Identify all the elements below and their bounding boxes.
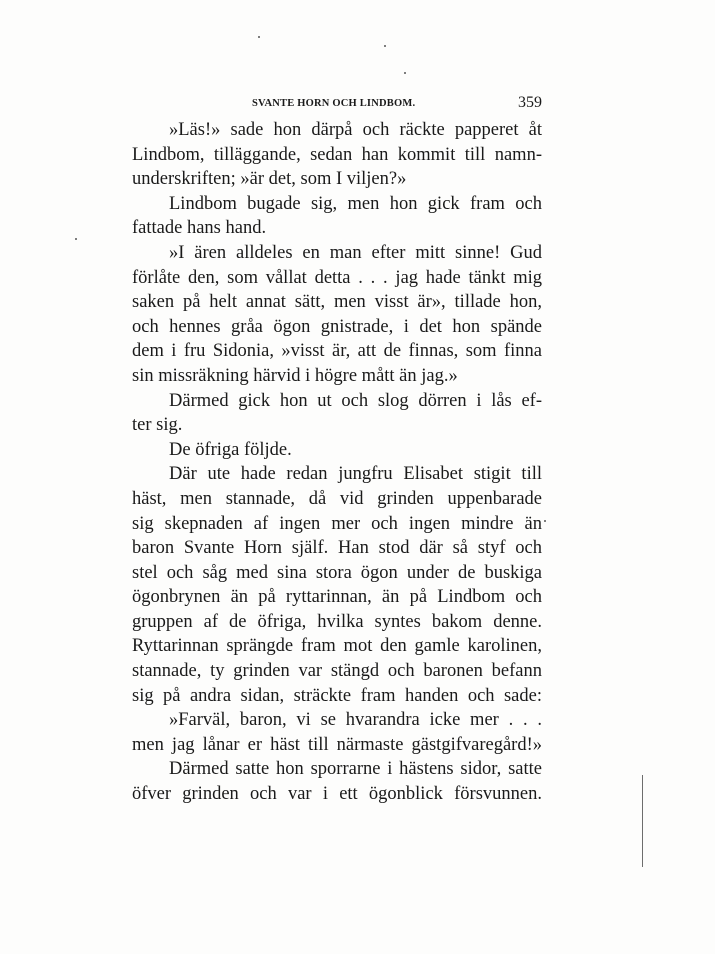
- text-line: Ryttarinnan sprängde fram mot den gamle karolinen,: [132, 636, 542, 657]
- text-line: underskriften; »är det, som I viljen?»: [132, 169, 407, 190]
- text-line: baron Svante Horn själf. Han stod där så styf och: [132, 538, 542, 559]
- text-line: Lindbom, tilläggande, sedan han kommit till namn-: [132, 144, 542, 165]
- text-line: och hennes gråa ögon gnistrade, i det hon spände: [132, 316, 542, 337]
- print-speck: [404, 72, 406, 74]
- print-speck: [384, 45, 386, 47]
- text-line: Där ute hade redan jungfru Elisabet stigit till: [169, 464, 542, 485]
- text-line: ögonbrynen än på ryttarinnan, än på Lindbom och: [132, 587, 542, 608]
- text-line: stel och såg med sina stora ögon under de buskiga: [132, 562, 542, 583]
- text-line: De öfriga följde.: [169, 439, 292, 460]
- running-header: [132, 94, 542, 118]
- running-title: SVANTE HORN OCH LINDBOM.: [252, 98, 416, 109]
- text-line: Därmed satte hon sporrarne i hästens sidor, satte: [169, 759, 542, 780]
- print-speck: [75, 238, 77, 240]
- text-line: »Läs!» sade hon därpå och räckte papperet åt: [169, 120, 542, 140]
- print-speck: [544, 520, 546, 522]
- text-line: stannade, ty grinden var stängd och baronen befann: [132, 661, 542, 682]
- text-line: häst, men stannade, då vid grinden uppenbarade: [132, 488, 542, 509]
- text-line: gruppen af de öfriga, hvilka syntes bakom denne.: [132, 611, 542, 632]
- page-number: 359: [518, 94, 542, 111]
- text-line: »I ären alldeles en man efter mitt sinne! Gud: [169, 242, 542, 263]
- text-line: ter sig.: [132, 415, 183, 436]
- text-line: Lindbom bugade sig, men hon gick fram och: [169, 193, 542, 214]
- text-line: sig skepnaden af ingen mer och ingen mindre än: [132, 513, 542, 534]
- body-text: [132, 118, 542, 807]
- text-line: Därmed gick hon ut och slog dörren i lås ef-: [169, 390, 542, 411]
- margin-rule: [642, 775, 643, 867]
- text-line: saken på helt annat sätt, men visst är», tillade hon,: [132, 292, 542, 313]
- text-line: fattade hans hand.: [132, 218, 267, 239]
- text-line: men jag lånar er häst till närmaste gästgifvaregård!»: [132, 734, 542, 755]
- text-line: sig på andra sidan, sträckte fram handen och sade:: [132, 685, 542, 706]
- text-line: dem i fru Sidonia, »visst är, att de finnas, som finna: [132, 341, 542, 362]
- text-line: öfver grinden och var i ett ögonblick försvunnen.: [132, 784, 542, 805]
- text-line: förlåte den, som vållat detta . . . jag hade tänkt mig: [132, 267, 542, 288]
- text-line: »Farväl, baron, vi se hvarandra icke mer . . .: [169, 710, 542, 731]
- text-line: sin missräkning härvid i högre mått än jag.»: [132, 365, 458, 386]
- print-speck: [258, 36, 260, 38]
